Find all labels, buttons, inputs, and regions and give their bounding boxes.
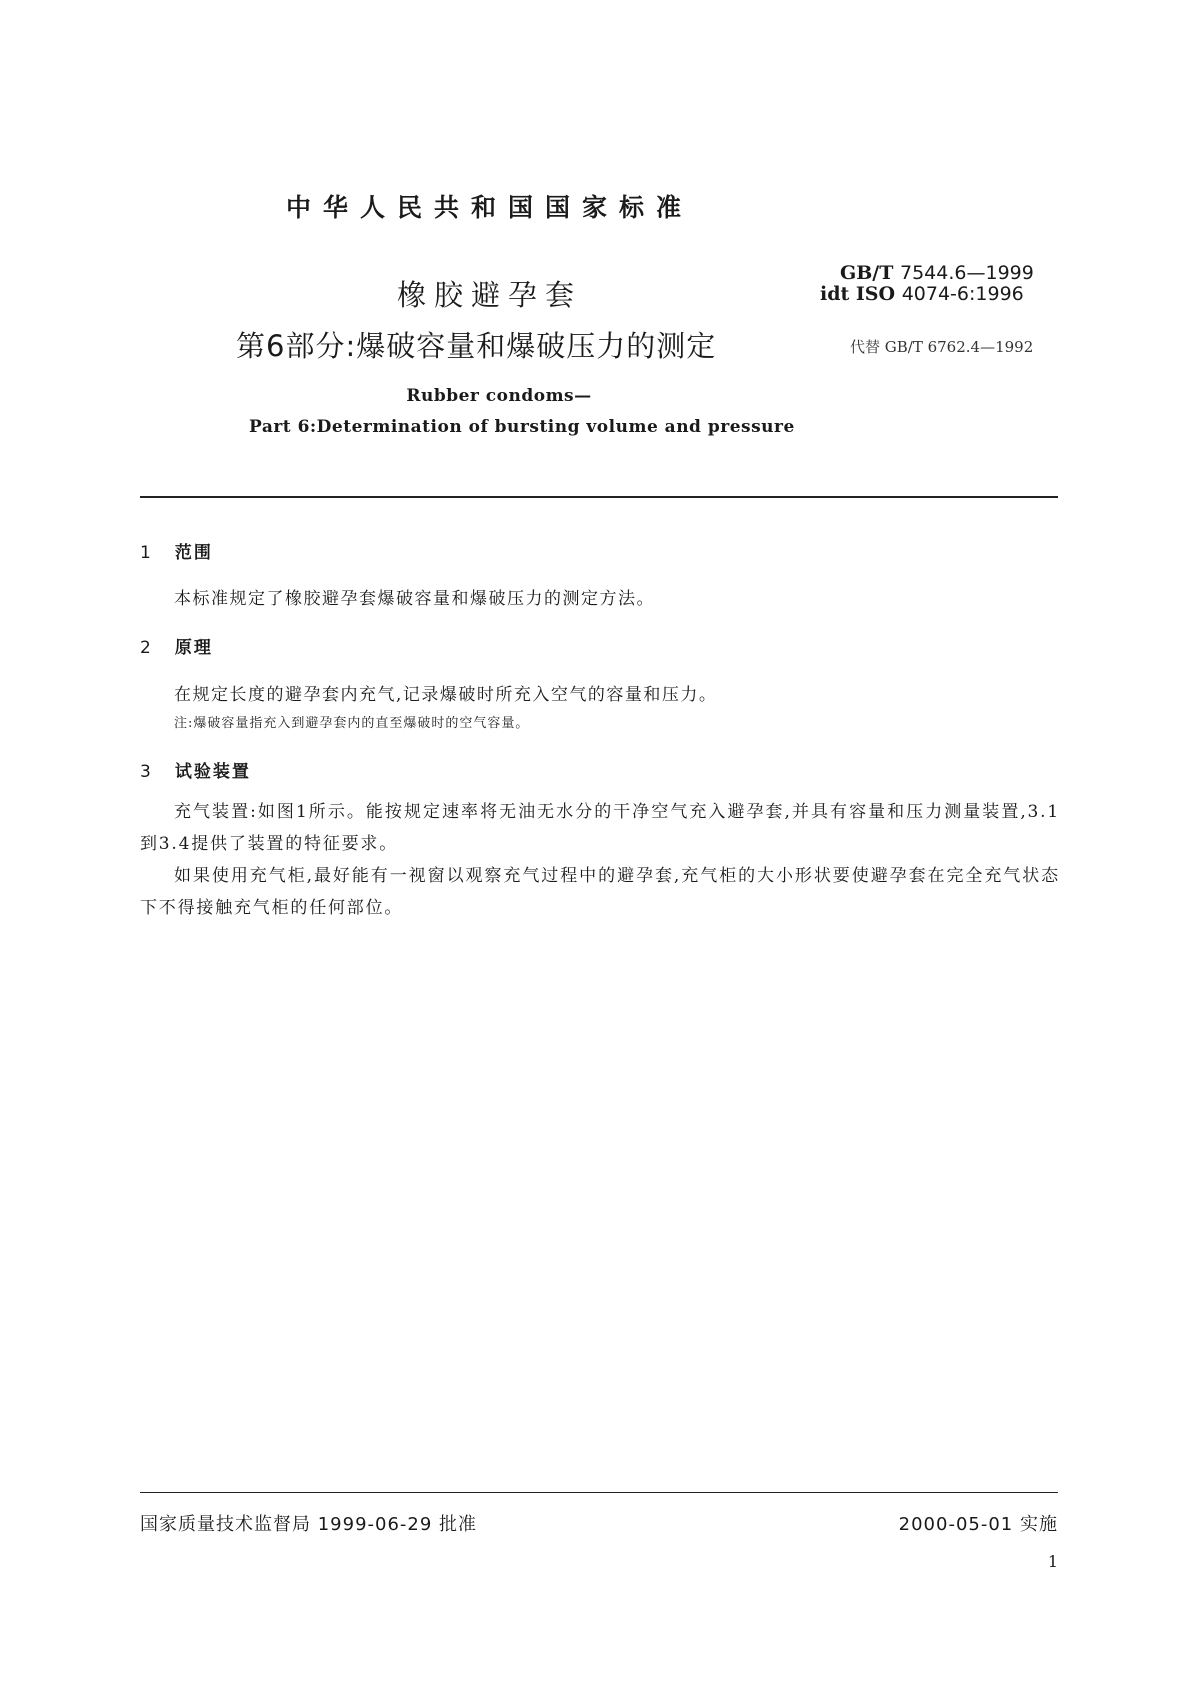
section-1-paragraph: 本标准规定了橡胶避孕套爆破容量和爆破压力的测定方法。: [174, 589, 655, 609]
title-en-line1: Rubber condoms—: [406, 386, 592, 406]
title-zh-line2: 第6部分:爆破容量和爆破压力的测定: [236, 329, 717, 363]
national-standard-title: 中华人民共和国国家标准: [285, 193, 693, 222]
section-3-title: 试验装置: [174, 762, 251, 782]
section-1-title: 范围: [174, 543, 213, 563]
section-2-number: 2: [140, 638, 153, 658]
header-divider: [140, 496, 1058, 498]
section-3-paragraph-1: 充气装置:如图1所示。能按规定速率将无油无水分的干净空气充入避孕套,并具有容量和压力测量装置,3.1到3.4提供了装置的特征要求。: [140, 802, 1060, 854]
title-en-line2: Part 6:Determination of bursting volume and pressure: [249, 417, 795, 437]
section-2-paragraph: 在规定长度的避孕套内充气,记录爆破时所充入空气的容量和压力。: [174, 685, 718, 705]
section-3-number: 3: [140, 762, 153, 782]
idt-number: 4074-6:1996: [901, 283, 1024, 305]
section-2-heading: [140, 633, 213, 658]
effective-date: 2000-05-01 实施: [898, 1514, 1058, 1535]
footer-divider: [140, 1492, 1058, 1493]
section-2-title: 原理: [174, 638, 213, 658]
section-3-paragraph-2: 如果使用充气柜,最好能有一视窗以观察充气过程中的避孕套,充气柜的大小形状要使避孕套在完全充气状态下不得接触充气柜的任何部位。: [140, 866, 1060, 918]
standard-code-prefix: GB/T: [840, 262, 894, 284]
section-2-note: 注:爆破容量指充入到避孕套内的直至爆破时的空气容量。: [174, 716, 530, 731]
approval-line: 国家质量技术监督局 1999-06-29 批准: [140, 1514, 478, 1535]
section-3-body: [140, 796, 1060, 924]
idt-reference: [820, 283, 1024, 305]
section-3-heading: [140, 757, 251, 782]
standard-code: [840, 262, 1034, 284]
section-1-heading: [140, 538, 213, 563]
page-number: 1: [1047, 1552, 1058, 1571]
replaces-standard: 代替 GB/T 6762.4—1992: [850, 338, 1034, 356]
title-zh-line1: 橡胶避孕套: [397, 278, 583, 312]
section-1-number: 1: [140, 543, 153, 563]
idt-prefix: idt ISO: [820, 283, 896, 305]
standard-code-number: 7544.6—1999: [900, 262, 1034, 284]
